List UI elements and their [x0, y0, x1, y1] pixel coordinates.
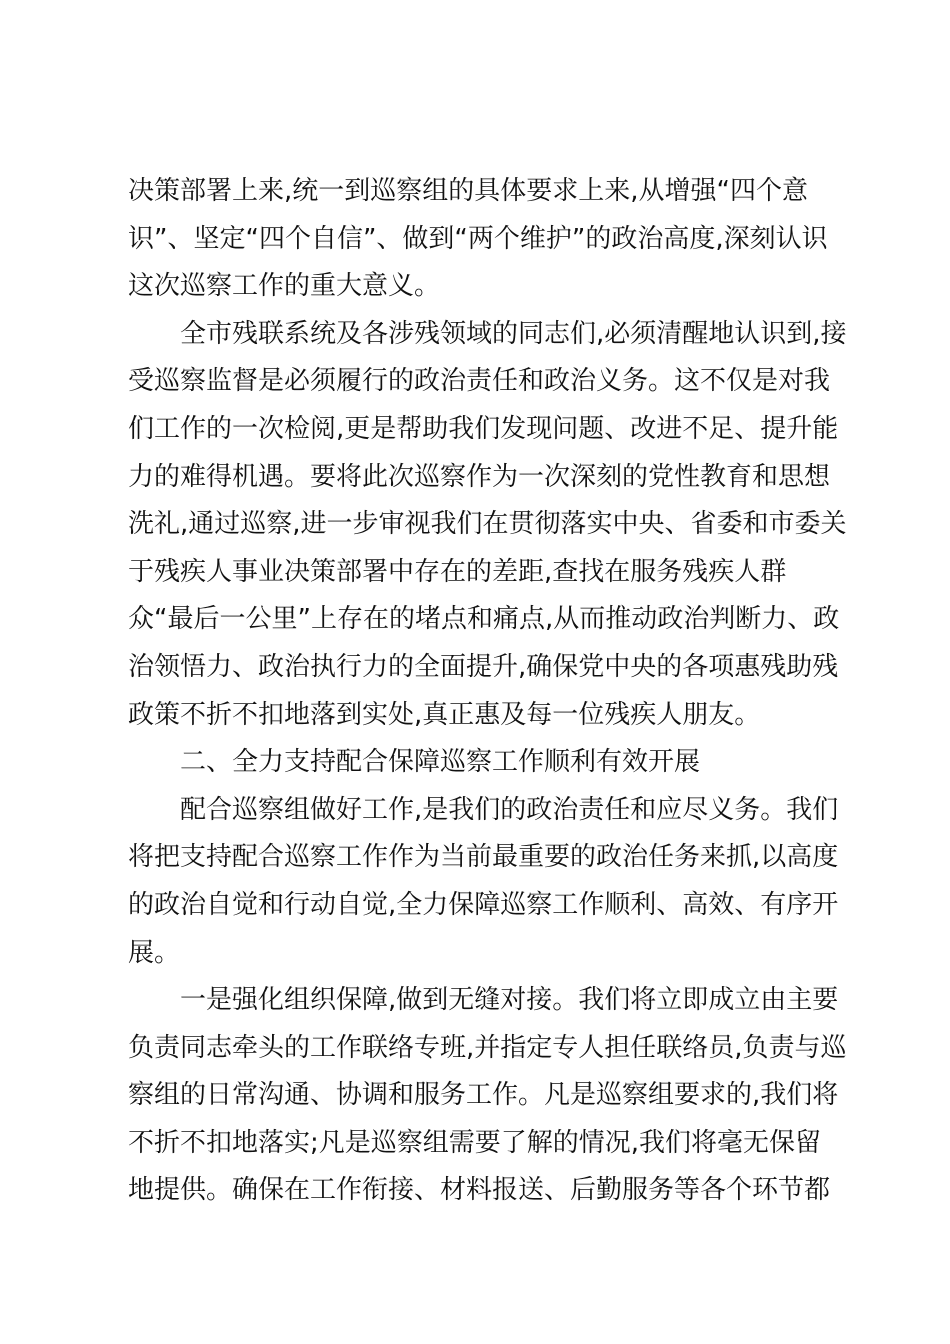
text-line: 不折不扣地落实;凡是巡察组需要了解的情况,我们将毫无保留: [128, 1127, 822, 1158]
text-line: 识”、坚定“四个自信”、做到“两个维护”的政治高度,深刻认识: [128, 223, 828, 254]
text-line: 们工作的一次检阅,更是帮助我们发现问题、改进不足、提升能: [128, 413, 839, 444]
text-line: 一是强化组织保障,做到无缝对接。我们将立即成立由主要: [180, 985, 839, 1016]
text-line: 受巡察监督是必须履行的政治责任和政治义务。这不仅是对我: [128, 366, 831, 397]
text-line: 将把支持配合巡察工作作为当前最重要的政治任务来抓,以高度: [128, 842, 839, 873]
text-line: 展。: [128, 937, 181, 968]
text-line: 察组的日常沟通、协调和服务工作。凡是巡察组要求的,我们将: [128, 1080, 839, 1111]
text-line: 二、全力支持配合保障巡察工作顺利有效开展: [180, 747, 701, 778]
text-line: 全市残联系统及各涉残领域的同志们,必须清醒地认识到,接: [180, 318, 847, 349]
text-line: 配合巡察组做好工作,是我们的政治责任和应尽义务。我们: [180, 794, 839, 825]
text-line: 于残疾人事业决策部署中存在的差距,查找在服务残疾人群: [128, 556, 787, 587]
text-line: 决策部署上来,统一到巡察组的具体要求上来,从增强“四个意: [128, 176, 808, 206]
text-line: 洗礼,通过巡察,进一步审视我们在贯彻落实中央、省委和市委关: [128, 509, 847, 540]
document-body: [128, 168, 848, 1215]
text-line: 的政治自觉和行动自觉,全力保障巡察工作顺利、高效、有序开: [128, 889, 839, 920]
text-line: 这次巡察工作的重大意义。: [128, 271, 441, 302]
text-line: 治领悟力、政治执行力的全面提升,确保党中央的各项惠残助残: [128, 651, 839, 682]
text-line: 众“最后一公里”上存在的堵点和痛点,从而推动政治判断力、政: [128, 604, 840, 635]
text-line: 地提供。确保在工作衔接、材料报送、后勤服务等各个环节都: [128, 1175, 831, 1206]
text-line: 政策不折不扣地落到实处,真正惠及每一位残疾人朋友。: [128, 699, 761, 730]
text-line: 负责同志牵头的工作联络专班,并指定专人担任联络员,负责与巡: [128, 1032, 847, 1063]
text-line: 力的难得机遇。要将此次巡察作为一次深刻的党性教育和思想: [128, 461, 831, 492]
